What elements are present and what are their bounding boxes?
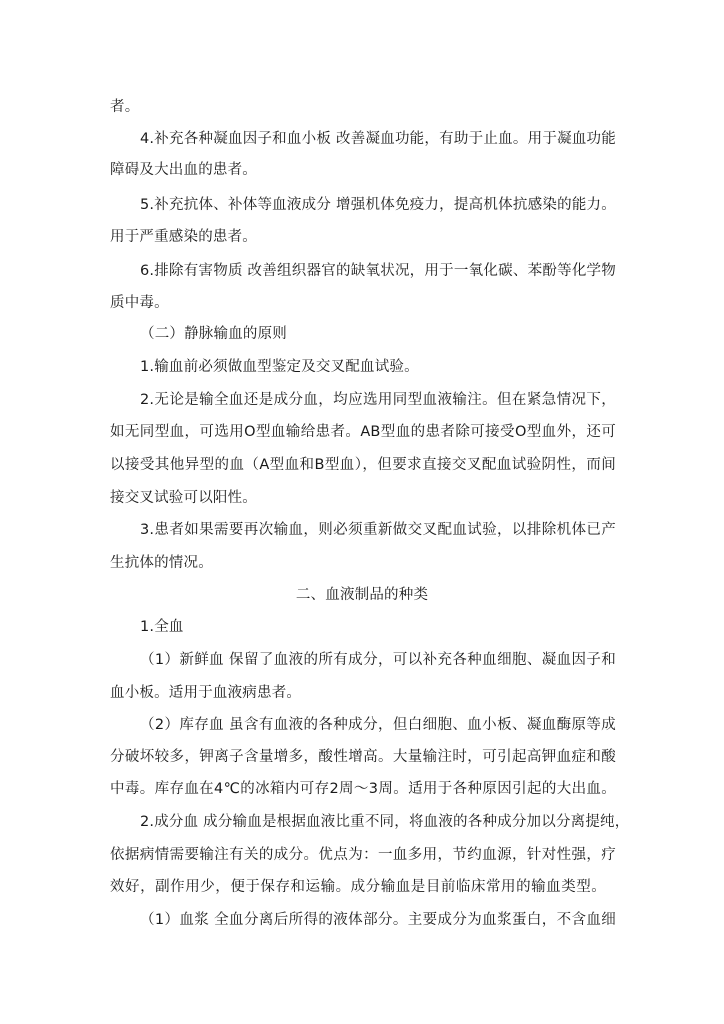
paragraph-line: 2.无论是输全血还是成分血，均应选用同型血液输注。但在紧急情况下， (140, 392, 616, 408)
paragraph-line: 1.输血前必须做血型鉴定及交叉配血试验。 (140, 359, 419, 375)
paragraph-line: 分破坏较多，钾离子含量增多，酸性增高。大量输注时，可引起高钾血症和酸 (110, 749, 616, 765)
paragraph-line: 以接受其他异型的血（A型血和B型血），但要求直接交叉配血试验阴性，而间 (110, 457, 616, 473)
paragraph-line: 5.补充抗体、补体等血液成分 增强机体免疫力，提高机体抗感染的能力。 (140, 197, 616, 213)
paragraph-line: 4.补充各种凝血因子和血小板 改善凝血功能，有助于止血。用于凝血功能 (140, 131, 616, 147)
paragraph-line: 接交叉试验可以阳性。 (110, 490, 257, 506)
section-heading: （二）静脉输血的原则 (140, 326, 287, 342)
subsection-heading: 1.全血 (140, 619, 184, 635)
paragraph-line: （1）新鲜血 保留了血液的所有成分，可以补充各种血细胞、凝血因子和 (140, 652, 616, 668)
paragraph-line: 血小板。适用于血液病患者。 (110, 685, 302, 701)
paragraph-line: 效好，副作用少，便于保存和运输。成分输血是目前临床常用的输血类型。 (110, 879, 606, 895)
paragraph-line: 如无同型血，可选用O型血输给患者。AB型血的患者除可接受O型血外，还可 (110, 424, 616, 440)
paragraph-line: 质中毒。 (110, 295, 169, 311)
paragraph-line: 障碍及大出血的患者。 (110, 162, 257, 178)
paragraph-line: 6.排除有害物质 改善组织器官的缺氧状况，用于一氧化碳、苯酚等化学物 (140, 263, 616, 279)
paragraph-line: 2.成分血 成分输血是根据血液比重不同，将血液的各种成分加以分离提纯， (140, 814, 630, 830)
paragraph-line: 用于严重感染的患者。 (110, 229, 257, 245)
paragraph-line: 生抗体的情况。 (110, 555, 213, 571)
paragraph-line: 依据病情需要输注有关的成分。优点为：一血多用，节约血源，针对性强，疗 (110, 847, 616, 863)
section-title: 二、血液制品的种类 (295, 587, 429, 603)
paragraph-line: （2）库存血 虽含有血液的各种成分，但白细胞、血小板、凝血酶原等成 (140, 717, 616, 733)
paragraph-line: 3.患者如果需要再次输血，则必须重新做交叉配血试验，以排除机体已产 (140, 522, 616, 538)
paragraph-line: 中毒。库存血在4℃的冰箱内可存2周～3周。适用于各种原因引起的大出血。 (110, 781, 616, 797)
paragraph-line: （1）血浆 全血分离后所得的液体部分。主要成分为血浆蛋白，不含血细 (140, 912, 616, 928)
text-line: 者。 (110, 99, 140, 115)
